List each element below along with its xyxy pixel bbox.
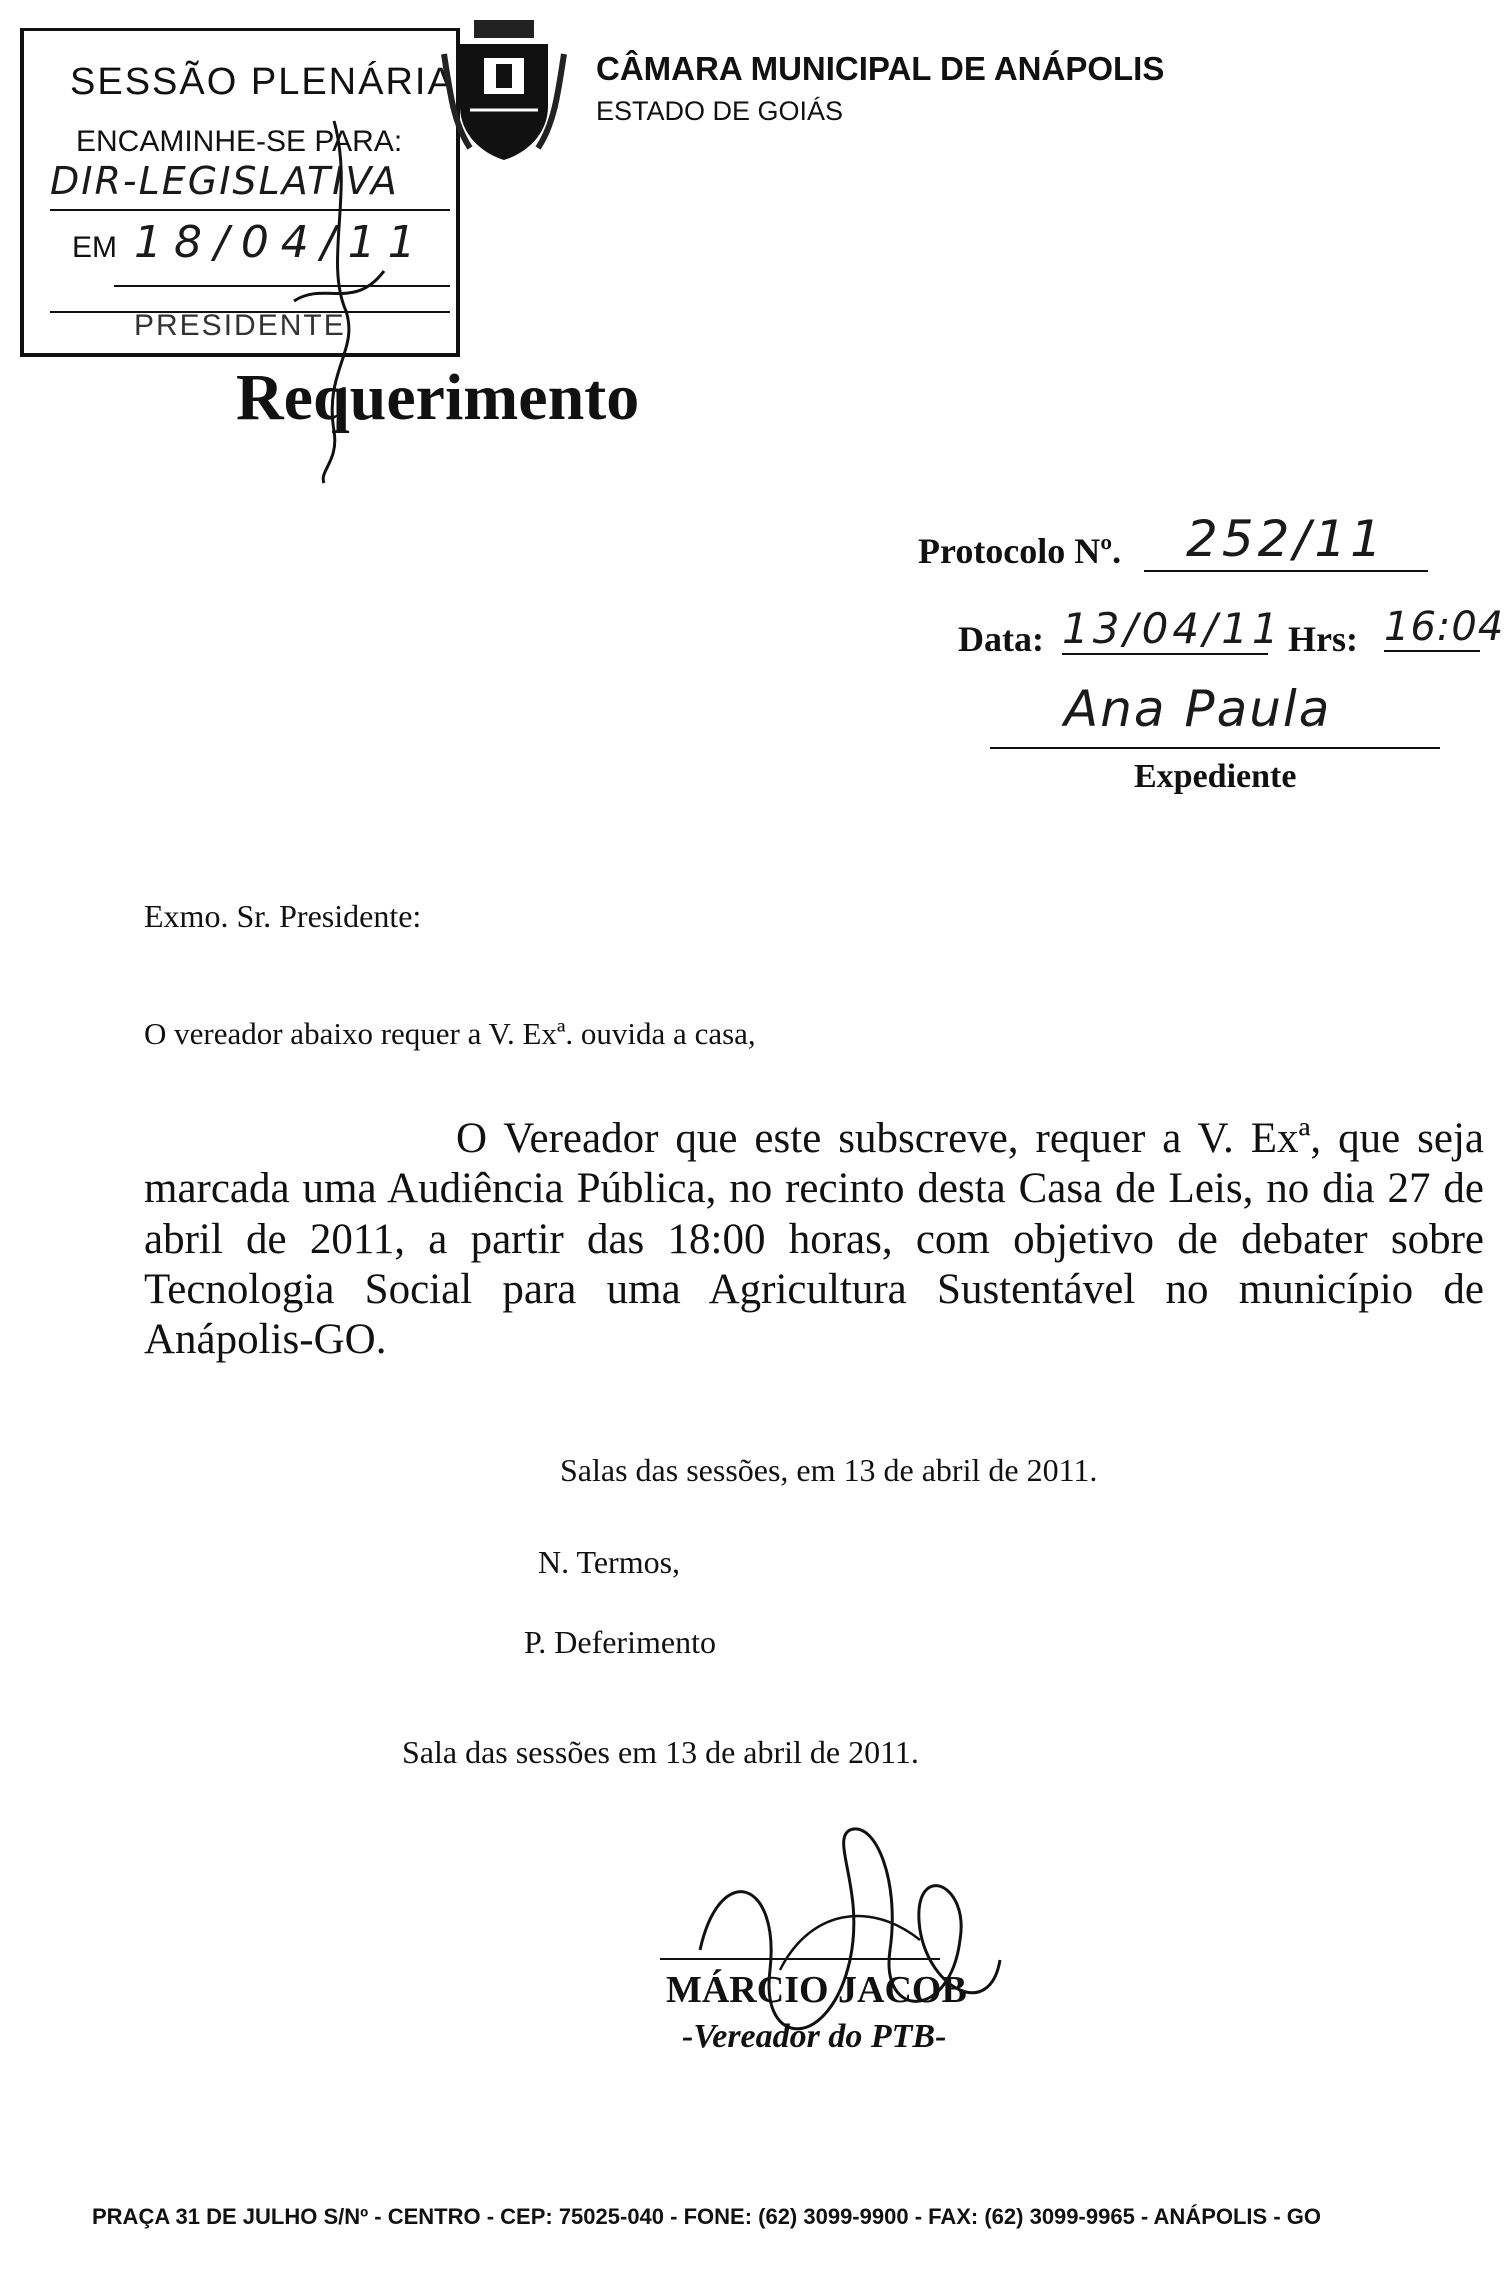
protocol-date: 13/04/11 <box>1062 604 1283 653</box>
stamp-title: SESSÃO PLENÁRIA <box>70 61 455 103</box>
place-date-1: Salas das sessões, em 13 de abril de 2011. <box>560 1452 1098 1488</box>
signer-name: MÁRCIO JACOB <box>666 1969 967 2011</box>
salutation: Exmo. Sr. Presidente: <box>144 898 422 934</box>
city-coat-of-arms-icon <box>440 14 568 164</box>
expedient-signature: Ana Paula <box>1064 680 1332 738</box>
stamp-date: 18/04/11 <box>134 217 428 268</box>
request-paragraph: O Vereador que este subscreve, requer a V. Exª, que seja marcada uma Audiência Pública, no recinto desta Casa de Leis, no dia 27 de abril de 2011, a partir das 18:00 horas, com objetivo de debater sobre Tecnologia Social para uma Agricultura Sustentável no município de Anápolis-GO. <box>144 1115 1484 1364</box>
protocol-date-label: Data: <box>958 619 1044 659</box>
stamp-date-prefix: EM <box>72 231 117 264</box>
stamp-forward-label: ENCAMINHE-SE PARA: <box>76 125 403 158</box>
place-date-2: Sala das sessões em 13 de abril de 2011. <box>402 1734 919 1770</box>
stamp-signatory-label: PRESIDENTE <box>134 309 346 342</box>
intro-paragraph: O vereador abaixo requer a V. Exª. ouvida a casa, <box>144 1016 756 1051</box>
signer-role: -Vereador do PTB- <box>682 2018 947 2055</box>
protocol-hours: 16:04 <box>1384 604 1504 650</box>
footer-address: PRAÇA 31 DE JULHO S/Nº - CENTRO - CEP: 75025-040 - FONE: (62) 3099-9900 - FAX: (62) 3099-9965 - ANÁPOLIS - GO <box>92 2204 1321 2229</box>
protocol-label: Protocolo Nº. <box>918 531 1122 571</box>
signature-line <box>660 1958 940 1960</box>
closing-terms: N. Termos, <box>538 1544 681 1580</box>
session-stamp <box>20 28 460 357</box>
document-title: Requerimento <box>236 361 640 434</box>
expedient-label: Expediente <box>1134 758 1297 795</box>
chamber-state: ESTADO DE GOIÁS <box>596 96 844 126</box>
closing-deferment: P. Deferimento <box>524 1624 716 1660</box>
chamber-name: CÂMARA MUNICIPAL DE ANÁPOLIS <box>596 50 1165 87</box>
protocol-number: 252/11 <box>1144 510 1428 572</box>
protocol-hours-label: Hrs: <box>1288 619 1358 659</box>
expedient-line <box>990 747 1440 749</box>
stamp-destination: DIR-LEGISLATIVA <box>50 159 399 203</box>
